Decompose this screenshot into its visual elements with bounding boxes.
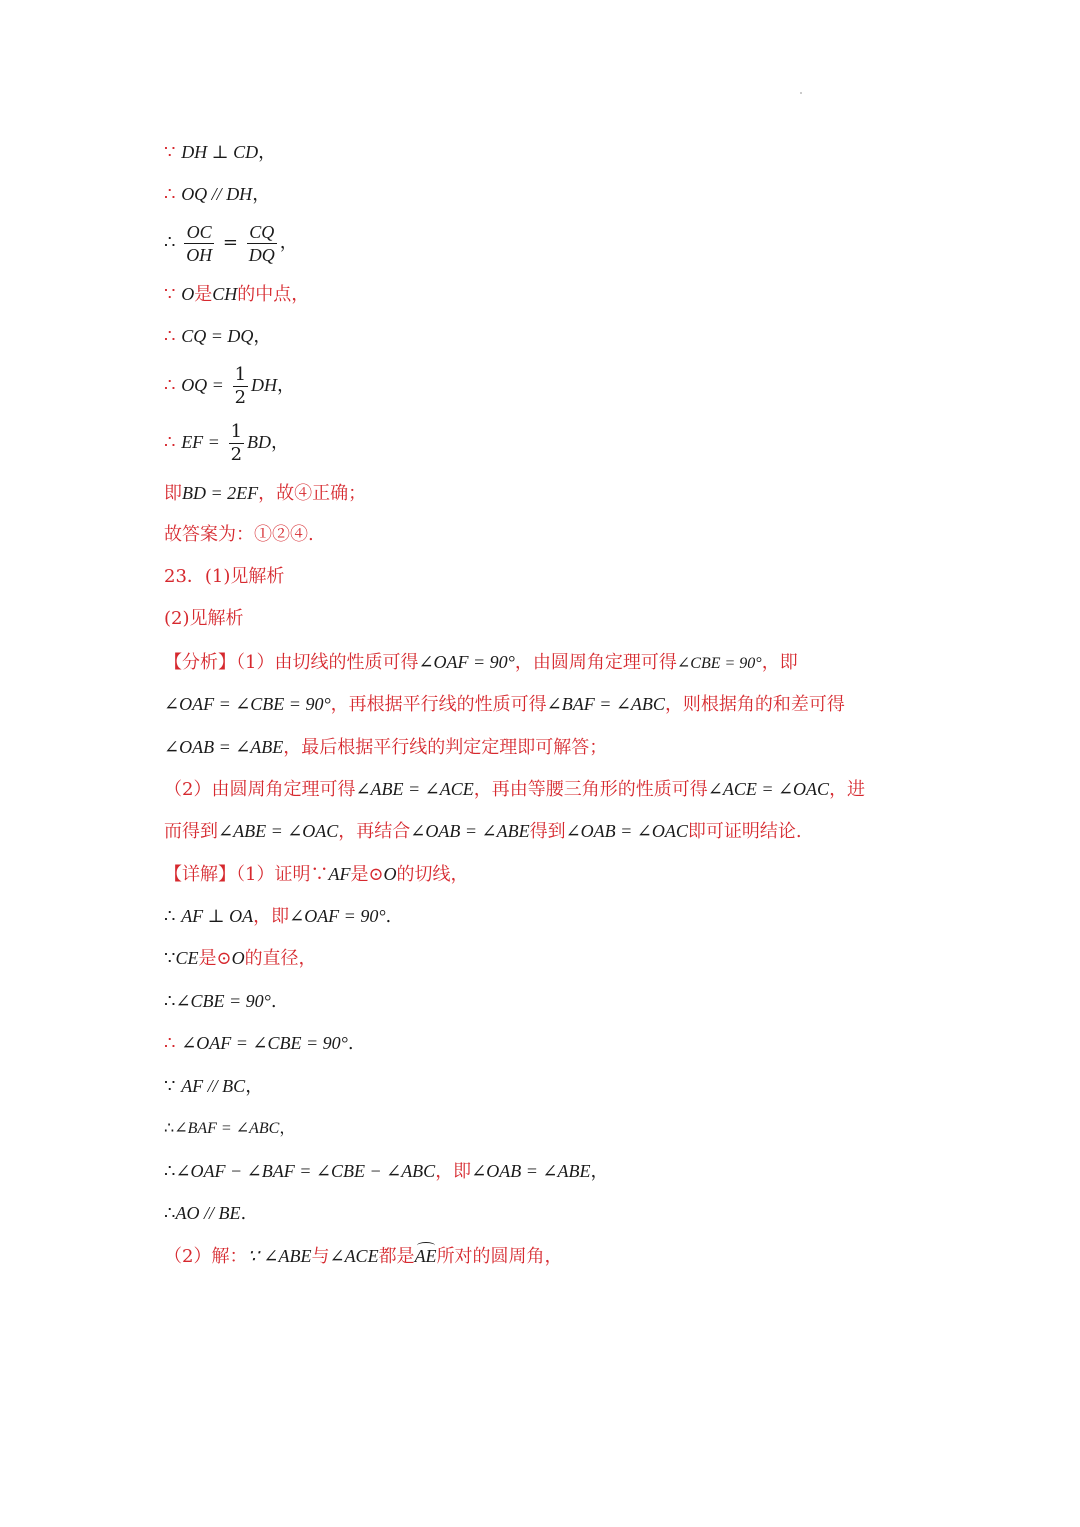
math-expr: ∠OAF = ∠CBE = 90° bbox=[181, 1033, 348, 1053]
proof-line-8 bbox=[164, 480, 366, 506]
question-23-heading bbox=[164, 564, 284, 590]
text: ，由圆周角定理可得 bbox=[514, 652, 677, 673]
text: 与 bbox=[311, 1246, 330, 1267]
therefore-symbol: ∴ bbox=[164, 906, 176, 927]
answer-text: 故答案为：①②④. bbox=[164, 524, 314, 545]
therefore-symbol: ∴ bbox=[164, 184, 176, 205]
detail-line-5 bbox=[164, 1030, 354, 1056]
text: 是 bbox=[194, 284, 213, 305]
text: 即 bbox=[164, 483, 182, 504]
punct: . bbox=[240, 1203, 247, 1224]
point-o: O bbox=[181, 284, 195, 304]
math-expr: ∠BAF = ∠ABC bbox=[546, 694, 665, 714]
math-expr: ∠OAF = 90° bbox=[418, 652, 515, 672]
detail-line-4 bbox=[164, 988, 277, 1014]
numerator: 1 bbox=[234, 363, 247, 385]
proof-line-1 bbox=[164, 139, 276, 165]
because-symbol: ∵ bbox=[164, 1076, 176, 1097]
punct: ， bbox=[258, 142, 277, 163]
punct: ， bbox=[253, 326, 272, 347]
answer-summary: (2)见解析 bbox=[164, 608, 244, 629]
because-symbol: ∵ bbox=[164, 948, 176, 969]
punct: . bbox=[347, 1033, 354, 1054]
fraction-one-half bbox=[233, 364, 248, 409]
detail-line-2 bbox=[164, 903, 391, 929]
text: 是⊙ bbox=[198, 948, 232, 969]
detail-line-3 bbox=[164, 945, 317, 971]
question-23-part-2 bbox=[164, 606, 244, 632]
detail-line-6 bbox=[164, 1073, 263, 1099]
scan-speck bbox=[800, 92, 802, 94]
text: 【分析】（1）由切线的性质可得 bbox=[164, 652, 419, 673]
text: ，再根据平行线的性质可得 bbox=[330, 694, 547, 715]
therefore-symbol: ∴ bbox=[164, 326, 176, 347]
denominator: 2 bbox=[234, 386, 247, 408]
fraction-oc-oh bbox=[184, 221, 214, 266]
proof-line-2 bbox=[164, 181, 270, 207]
math-expr: ∠OAB = ∠ABE bbox=[164, 737, 284, 757]
denominator: DQ bbox=[248, 244, 275, 265]
denominator: 2 bbox=[230, 443, 243, 465]
therefore-symbol: ∴ bbox=[164, 375, 176, 396]
math-expr: AO // BE bbox=[175, 1203, 241, 1223]
numerator: OC bbox=[184, 221, 214, 244]
proof-line-7 bbox=[164, 414, 289, 470]
math-lhs: EF = bbox=[181, 432, 220, 452]
analysis-line-2 bbox=[164, 691, 845, 717]
math-expr: ∠OAF − ∠BAF = ∠CBE − ∠ABC bbox=[175, 1161, 436, 1181]
therefore-symbol: ∴ bbox=[164, 1118, 175, 1137]
text: 得到 bbox=[529, 821, 566, 842]
therefore-symbol: ∴ bbox=[164, 991, 176, 1012]
math-expr: BD = 2EF bbox=[182, 483, 259, 503]
text: ，即 bbox=[435, 1161, 472, 1182]
because-symbol: ∵ bbox=[164, 284, 176, 305]
detail-line-1 bbox=[164, 861, 469, 887]
punct: ， bbox=[279, 1118, 296, 1137]
analysis-line-5 bbox=[164, 818, 802, 844]
math-expr: ∠ABE = ∠ACE bbox=[355, 779, 474, 799]
analysis-line-1 bbox=[164, 649, 798, 675]
punct: ， bbox=[279, 232, 298, 253]
math-expr: ∠OAF = ∠CBE = 90° bbox=[164, 694, 331, 714]
segment-af: AF bbox=[328, 864, 351, 884]
text: 而得到 bbox=[164, 821, 218, 842]
text: 【详解】（1）证明∵ bbox=[164, 864, 329, 885]
therefore-symbol: ∴ bbox=[164, 232, 176, 253]
point-o: O bbox=[231, 948, 245, 968]
numerator: 1 bbox=[230, 420, 243, 442]
math-expr: ∠CBE = 90° bbox=[175, 991, 271, 1011]
punct: ， bbox=[271, 432, 290, 453]
denominator: OH bbox=[186, 244, 213, 265]
analysis-line-4 bbox=[164, 776, 865, 802]
proof-line-3 bbox=[164, 215, 298, 271]
text: 都是 bbox=[378, 1246, 415, 1267]
answer-summary: (1)见解析 bbox=[204, 566, 285, 587]
segment-ch: CH bbox=[212, 284, 238, 304]
punct: . bbox=[270, 991, 277, 1012]
text: 的切线， bbox=[396, 864, 469, 885]
therefore-symbol: ∴ bbox=[164, 432, 176, 453]
detail-line-9 bbox=[164, 1200, 246, 1226]
segment-ce: CE bbox=[175, 948, 199, 968]
text: ，故④正确； bbox=[258, 483, 367, 504]
therefore-symbol: ∴ bbox=[164, 1033, 176, 1054]
text: 的中点， bbox=[237, 284, 310, 305]
punct: ， bbox=[590, 1161, 609, 1182]
punct: . bbox=[385, 906, 392, 927]
text: 的直径， bbox=[244, 948, 317, 969]
math-expr: ∠ACE = ∠OAC bbox=[707, 779, 830, 799]
analysis-line-3 bbox=[164, 734, 607, 760]
math-expr: ∵ ∠ABE bbox=[247, 1246, 312, 1266]
detail-line-7 bbox=[164, 1115, 295, 1141]
math-expr: ∠ABE = ∠OAC bbox=[218, 821, 339, 841]
math-expr: ∠BAF = ∠ABC bbox=[174, 1120, 280, 1137]
text: 所对的圆周角， bbox=[436, 1246, 563, 1267]
numerator: CQ bbox=[247, 221, 277, 244]
math-expr: OQ // DH bbox=[181, 184, 253, 204]
math-expr: ∠OAB = ∠OAC bbox=[565, 821, 688, 841]
fraction-one-half bbox=[229, 421, 244, 466]
math-expr: CQ = DQ bbox=[181, 326, 254, 346]
therefore-symbol: ∴ bbox=[164, 1161, 176, 1182]
detail-line-10 bbox=[164, 1243, 563, 1269]
punct: ， bbox=[277, 375, 296, 396]
therefore-symbol: ∴ bbox=[164, 1203, 176, 1224]
punct: ， bbox=[252, 184, 271, 205]
proof-line-6 bbox=[164, 357, 295, 413]
text: （2）解： bbox=[164, 1246, 248, 1267]
text: （2）由圆周角定理可得 bbox=[164, 779, 356, 800]
text: ，即 bbox=[253, 906, 290, 927]
math-expr: AF ⊥ OA bbox=[181, 906, 254, 926]
arc-ae: AE bbox=[415, 1243, 437, 1269]
point-o: O bbox=[383, 864, 397, 884]
text: ，再由等腰三角形的性质可得 bbox=[473, 779, 708, 800]
math-expr: AF // BC bbox=[181, 1076, 246, 1096]
math-expr: ∠OAB = ∠ABE bbox=[471, 1161, 591, 1181]
answer-line bbox=[164, 522, 314, 548]
math-rhs: DH bbox=[251, 375, 278, 395]
text: ，再结合 bbox=[338, 821, 411, 842]
math-rhs: BD bbox=[247, 432, 272, 452]
math-expr: ∠OAF = 90° bbox=[289, 906, 386, 926]
fraction-cq-dq bbox=[247, 221, 277, 266]
text: ，进 bbox=[829, 779, 866, 800]
because-symbol: ∵ bbox=[164, 142, 176, 163]
math-lhs: OQ = bbox=[181, 375, 224, 395]
text: 即可证明结论. bbox=[687, 821, 802, 842]
text: ，则根据角的和差可得 bbox=[664, 694, 845, 715]
question-number: 23． bbox=[164, 566, 205, 587]
text: ，即 bbox=[761, 652, 798, 673]
math-expr: ∠ACE bbox=[329, 1246, 379, 1266]
detail-line-8 bbox=[164, 1158, 608, 1184]
text: 是⊙ bbox=[350, 864, 384, 885]
math-expr: ∠OAB = ∠ABE bbox=[410, 821, 530, 841]
math-expr: ∠CBE = 90° bbox=[676, 655, 762, 672]
math-expr: DH ⊥ CD bbox=[181, 142, 259, 162]
equals-sign: = bbox=[222, 232, 239, 253]
text: ，最后根据平行线的判定定理即可解答； bbox=[283, 737, 608, 758]
proof-line-5 bbox=[164, 323, 271, 349]
punct: ， bbox=[245, 1076, 264, 1097]
proof-line-4 bbox=[164, 281, 309, 307]
